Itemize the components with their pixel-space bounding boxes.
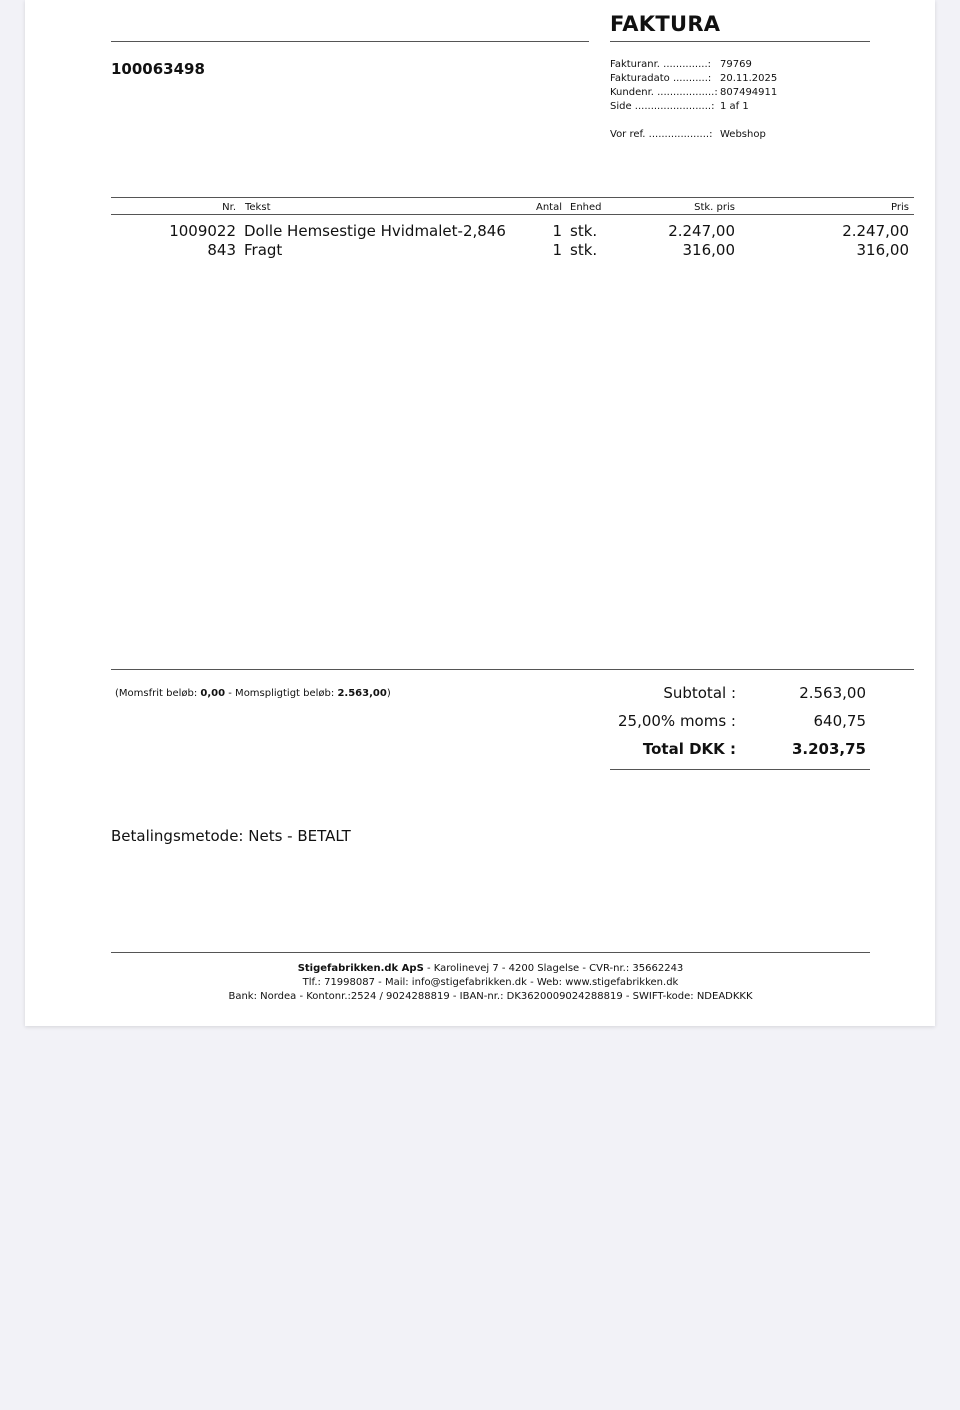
footer-address: - Karolinevej 7 - 4200 Slagelse - CVR-nr.: 35662243 <box>423 963 684 974</box>
row-2-stk-pris: 316,00 <box>682 241 735 259</box>
meta-value: Webshop <box>720 129 766 140</box>
vat-free-amount: 0,00 <box>200 688 226 699</box>
row-2-pris: 316,00 <box>856 241 909 259</box>
invoice-title: FAKTURA <box>610 12 721 36</box>
header-rule-right <box>610 41 870 42</box>
row-2-nr: 843 <box>207 241 236 259</box>
col-header-pris: Pris <box>891 202 909 213</box>
footer-line-1 <box>111 962 870 976</box>
footer-company-name: Stigefabrikken.dk ApS <box>297 963 424 974</box>
row-2-tekst: Fragt <box>244 241 283 259</box>
col-header-antal: Antal <box>535 202 562 213</box>
row-1-stk-pris: 2.247,00 <box>668 222 735 240</box>
header-rule-left <box>111 41 589 42</box>
footer-rule <box>111 952 870 953</box>
meta-row-page <box>610 100 777 114</box>
meta-value: 1 af 1 <box>720 101 749 112</box>
customer-number: 100063498 <box>111 60 205 78</box>
meta-label: Vor ref. ...................: <box>610 129 713 140</box>
vat-note <box>115 688 391 699</box>
meta-row-reference <box>610 128 777 142</box>
vat-note-open: (Momsfrit beløb: <box>115 688 201 699</box>
meta-row-customer-number <box>610 86 777 100</box>
vat-note-mid: - Momspligtigt beløb: <box>225 688 338 699</box>
row-1-enhed: stk. <box>570 222 598 240</box>
row-2-enhed: stk. <box>570 241 598 259</box>
footer-line-3: Bank: Nordea - Kontonr.:2524 / 9024288819 - IBAN-nr.: DK3620009024288819 - SWIFT-kode: NDEADKKK <box>228 991 753 1002</box>
row-1-tekst: Dolle Hemsestige Hvidmalet-2,846 <box>244 222 506 240</box>
table-top-rule <box>111 197 914 198</box>
meta-value: 79769 <box>720 59 752 70</box>
total-value: 3.203,75 <box>791 740 866 758</box>
payment-method: Betalingsmetode: Nets - BETALT <box>111 827 351 845</box>
table-header-rule <box>111 214 914 215</box>
company-footer <box>111 962 870 1004</box>
meta-value: 20.11.2025 <box>720 73 778 84</box>
vat-value: 640,75 <box>813 712 866 730</box>
footer-line-2: Tlf.: 71998087 - Mail: info@stigefabrikken.dk - Web: www.stigefabrikken.dk <box>302 977 679 988</box>
meta-row-invoice-number <box>610 58 777 72</box>
row-1-nr: 1009022 <box>169 222 236 240</box>
vat-note-close: ) <box>386 688 391 699</box>
row-1-antal: 1 <box>552 222 562 240</box>
meta-row-invoice-date <box>610 72 777 86</box>
subtotal-label: Subtotal : <box>663 684 736 702</box>
totals-rule <box>610 769 870 770</box>
invoice-page <box>25 0 935 1026</box>
subtotal-value: 2.563,00 <box>799 684 866 702</box>
col-header-nr: Nr. <box>222 202 236 213</box>
meta-value: 807494911 <box>720 87 778 98</box>
col-header-tekst: Tekst <box>245 202 271 213</box>
meta-label: Fakturanr. ..............: <box>610 59 712 70</box>
row-1-pris: 2.247,00 <box>842 222 909 240</box>
meta-label: Fakturadato ...........: <box>610 73 712 84</box>
table-bottom-rule <box>111 669 914 670</box>
col-header-stk-pris: Stk. pris <box>694 202 735 213</box>
row-2-antal: 1 <box>552 241 562 259</box>
meta-label: Kundenr. ..................: <box>610 87 718 98</box>
vat-taxable-amount: 2.563,00 <box>337 688 387 699</box>
vat-label: 25,00% moms : <box>617 712 736 730</box>
col-header-enhed: Enhed <box>570 202 602 213</box>
invoice-meta <box>610 58 777 142</box>
meta-label: Side ........................: <box>610 101 715 112</box>
total-label: Total DKK : <box>642 740 736 758</box>
